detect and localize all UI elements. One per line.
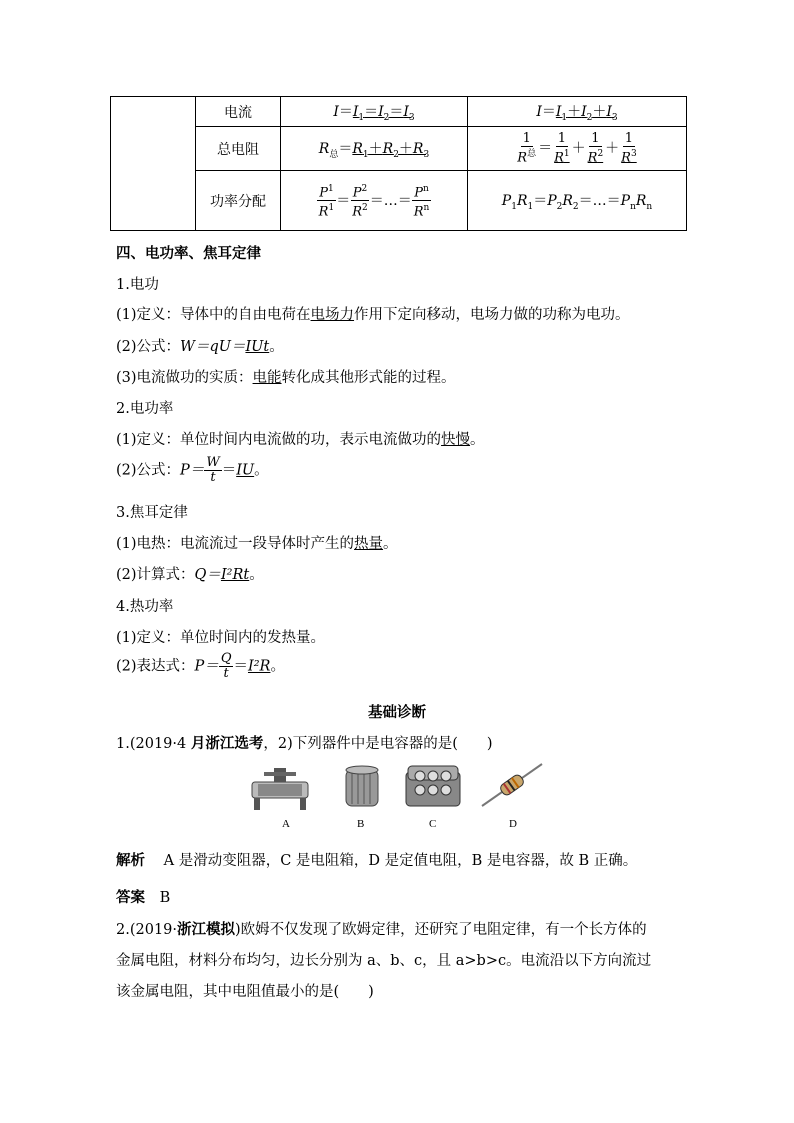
- row-label-current: 电流: [196, 97, 281, 127]
- heat-power-formula: (2)表达式：P＝ $\frac{Q}{t}$ ＝I²R。: [116, 651, 285, 681]
- parallel-current-formula: $I=I_1+I_2+I_3$: [468, 97, 687, 127]
- work-formula: (2)公式：W＝qU＝IUt。: [116, 339, 284, 355]
- q1-analysis: 解析 A 是滑动变阻器，C 是电阻箱，D 是定值电阻，B 是电容器，故 B 正确。: [116, 852, 638, 869]
- power-formula: (2)公式：P＝ $\frac{W}{t}$ ＝IU。: [116, 455, 269, 485]
- row-label-resistance: 总电阻: [196, 127, 281, 171]
- parallel-resistance-formula: $\frac{1}{R^总}$ ＝ $\frac{1}{R^1}$ ＋ $\frac{1}{R^2}$ ＋ $\frac{1}{R^3}$: [468, 127, 687, 171]
- option-label-c: C: [429, 818, 437, 830]
- circuit-comparison-table: [110, 96, 687, 231]
- series-resistance-formula: $R_总=R_1+R_2+R_3$: [281, 127, 468, 171]
- capacitor-image: [342, 762, 382, 810]
- sliding-rheostat-image: [250, 762, 310, 814]
- option-label-b: B: [357, 818, 365, 830]
- question-2-line-3: 该金属电阻，其中电阻值最小的是( ): [116, 984, 374, 1000]
- fixed-resistor-image: [480, 762, 544, 808]
- joule-definition: (1)电热：电流流过一段导体时产生的热量。: [116, 536, 398, 552]
- question-1: 1.(2019·4 月浙江选考，2)下列器件中是电容器的是( ): [116, 735, 493, 752]
- subsection-title-power: 2.电功率: [116, 401, 174, 417]
- parallel-power-formula: $P_1R_1=P_2R_2=\dots=P_nR_n$: [468, 171, 687, 231]
- section-heading: 四、电功率、焦耳定律: [116, 245, 261, 262]
- subsection-title-heat-power: 4.热功率: [116, 599, 174, 615]
- series-current-formula: $I=I_1=I_2=I_3$: [281, 97, 468, 127]
- heat-power-definition: (1)定义：单位时间内的发热量。: [116, 630, 326, 646]
- row-label-power: 功率分配: [196, 171, 281, 231]
- work-nature: (3)电流做功的实质：电能转化成其他形式能的过程。: [116, 370, 456, 386]
- answer-label: 答案: [116, 889, 145, 906]
- power-definition: (1)定义：单位时间内电流做的功，表示电流做功的快慢。: [116, 432, 485, 448]
- joule-formula: (2)计算式：Q＝I²Rt。: [116, 567, 264, 583]
- option-label-d: D: [509, 818, 517, 830]
- question-2-line-1: 2.(2019·浙江模拟)欧姆不仅发现了欧姆定律，还研究了电阻定律，有一个长方体的: [116, 921, 647, 938]
- diagnosis-heading: 基础诊断: [368, 704, 426, 721]
- subsection-title-joule: 3.焦耳定律: [116, 505, 188, 521]
- question-2-line-2: 金属电阻，材料分布均匀，边长分别为 a、b、c，且 a>b>c。电流沿以下方向流过: [116, 953, 652, 969]
- series-power-formula: $\frac{P^1}{R^1}$ ＝ $\frac{P^2}{R^2}$ ＝…＝ $\frac{P^n}{R^n}$: [281, 171, 468, 231]
- analysis-label: 解析: [116, 852, 145, 869]
- q1-answer: 答案 B: [116, 889, 171, 906]
- subsection-title-work: 1.电功: [116, 277, 159, 293]
- option-label-a: A: [282, 818, 290, 830]
- resistance-box-image: [404, 762, 462, 808]
- work-definition: (1)定义：导体中的自由电荷在电场力作用下定向移动，电场力做的功称为电功。: [116, 307, 630, 323]
- table-empty-cell: [111, 97, 196, 231]
